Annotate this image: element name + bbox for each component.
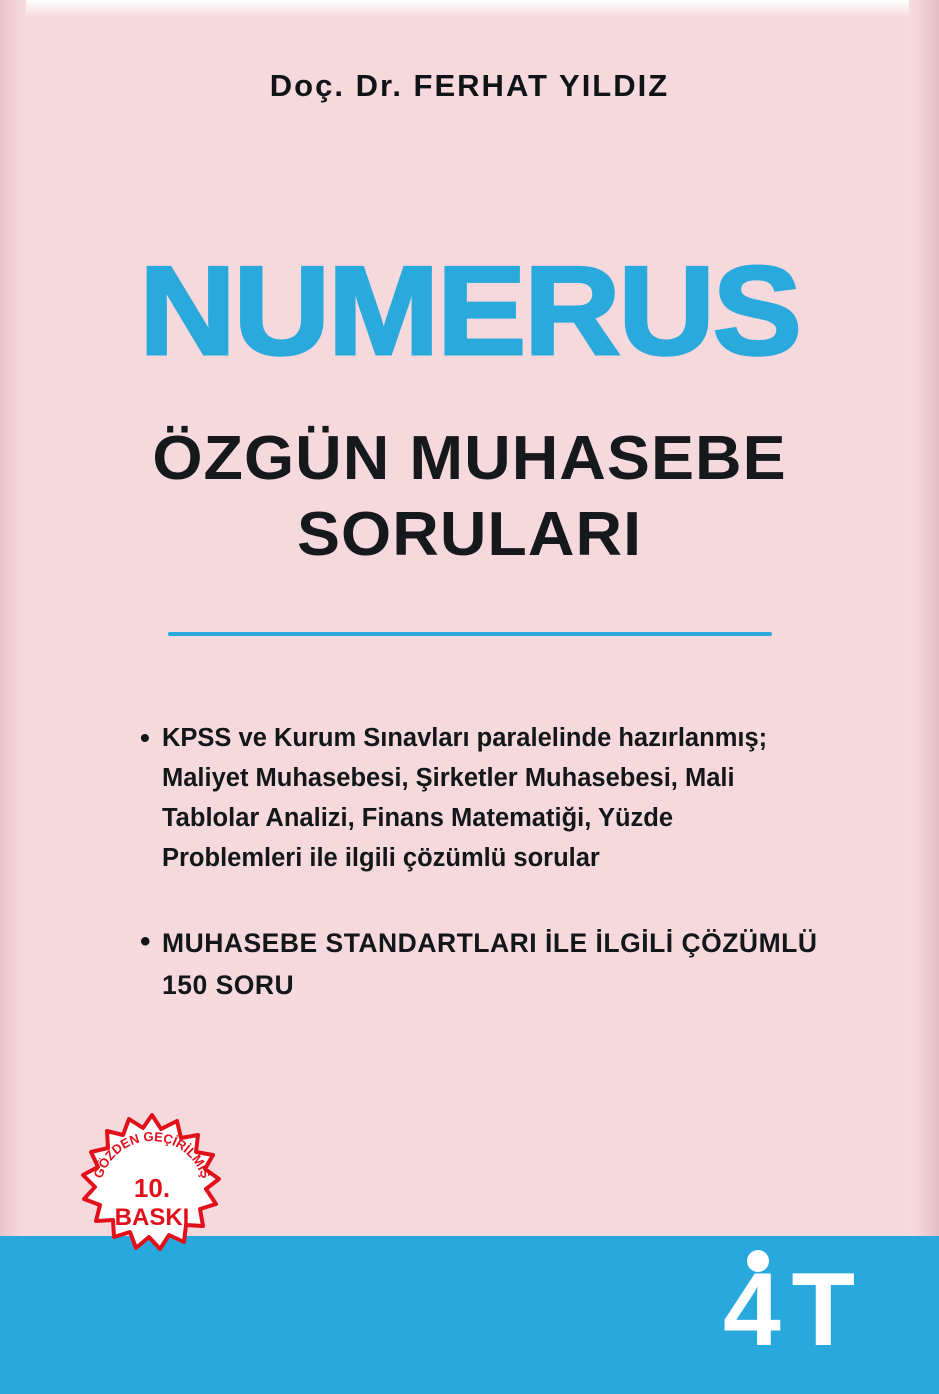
list-item	[140, 922, 820, 1006]
logo-letter: T	[791, 1252, 855, 1368]
book-title: NUMERUS	[139, 240, 800, 381]
feature-text-2: MUHASEBE STANDARTLARI İLE İLGİLİ ÇÖZÜMLÜ 150 SORU	[162, 928, 818, 1000]
bullet-dot-icon: •	[140, 722, 150, 753]
svg-text:10.: 10.	[133, 1173, 171, 1203]
paper-edge-right	[909, 0, 939, 1394]
divider-rule	[168, 632, 772, 636]
book-subtitle-line-2: SORULARI	[296, 500, 643, 569]
svg-text:BASKI: BASKI	[114, 1204, 190, 1231]
svg-text:GÖZDEN GEÇİRİLMİŞ: GÖZDEN GEÇİRİLMİŞ	[90, 1128, 214, 1181]
author-name: Doç. Dr. FERHAT YILDIZ	[269, 68, 670, 103]
edition-badge	[78, 1113, 226, 1261]
feature-text-1: KPSS ve Kurum Sınavları paralelinde hazırlanmış; Maliyet Muhasebesi, Şirketler Muhasebesi, Mali Tablolar Analizi, Finans Matematiği, Yüzde Problemleri ile ilgili çözümlü sorular	[162, 724, 768, 872]
feature-list	[140, 718, 820, 1050]
bullet-dot-icon: •	[140, 925, 151, 958]
logo-digit: 4	[723, 1252, 781, 1368]
publisher-logo	[717, 1250, 857, 1368]
list-item	[140, 718, 820, 878]
book-subtitle-line-1: ÖZGÜN MUHASEBE	[152, 424, 787, 493]
paper-edge-top	[0, 0, 939, 16]
paper-edge-left	[0, 0, 26, 1394]
